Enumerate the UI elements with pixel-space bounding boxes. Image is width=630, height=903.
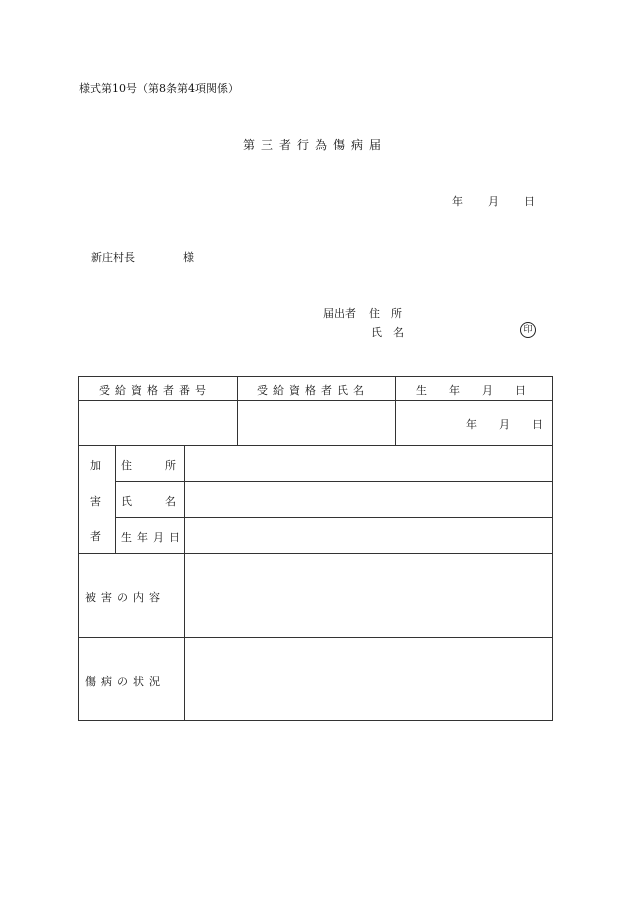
injury-status-field[interactable]	[185, 638, 552, 720]
form-number: 様式第10号（第8条第4項関係）	[79, 82, 239, 95]
perpetrator-name-label: 氏 名	[121, 495, 176, 508]
perpetrator-birth-field[interactable]	[185, 518, 552, 553]
header-recipient-number: 受給資格者番号	[99, 384, 211, 397]
perpetrator-address-field[interactable]	[185, 446, 552, 481]
date-day-label: 日	[524, 195, 535, 208]
seal-mark: 印	[520, 322, 536, 338]
addressee-honorific: 様	[183, 251, 194, 264]
reporter-name-label: 氏 名	[371, 326, 404, 339]
perpetrator-label-3: 者	[90, 530, 101, 543]
report-table	[78, 376, 553, 721]
recipient-name-field[interactable]	[238, 401, 394, 444]
header-recipient-name: 受給資格者氏名	[257, 384, 369, 397]
date-year-label: 年	[452, 195, 463, 208]
perpetrator-birth-label: 生年月日	[121, 531, 185, 544]
perpetrator-address-label: 住 所	[121, 459, 176, 472]
addressee-name: 新庄村長	[91, 251, 135, 264]
reporter-label: 届出者	[323, 307, 356, 320]
reporter-address-row	[323, 305, 402, 321]
header-birth-date: 生 年 月 日	[416, 384, 526, 397]
birth-date-field[interactable]: 年 月 日	[466, 418, 543, 431]
recipient-number-field[interactable]	[79, 401, 236, 444]
reporter-address-label: 住 所	[369, 307, 402, 320]
injury-status-label: 傷病の状況	[85, 675, 165, 688]
date-month-label: 月	[488, 195, 499, 208]
damage-content-label: 被害の内容	[85, 591, 165, 604]
perpetrator-name-field[interactable]	[185, 482, 552, 517]
document-title: 第三者行為傷病届	[242, 138, 387, 152]
perpetrator-label-1: 加	[90, 459, 101, 472]
damage-content-field[interactable]	[185, 554, 552, 637]
addressee	[91, 249, 194, 265]
perpetrator-label-2: 害	[90, 495, 101, 508]
submission-date	[452, 193, 535, 209]
